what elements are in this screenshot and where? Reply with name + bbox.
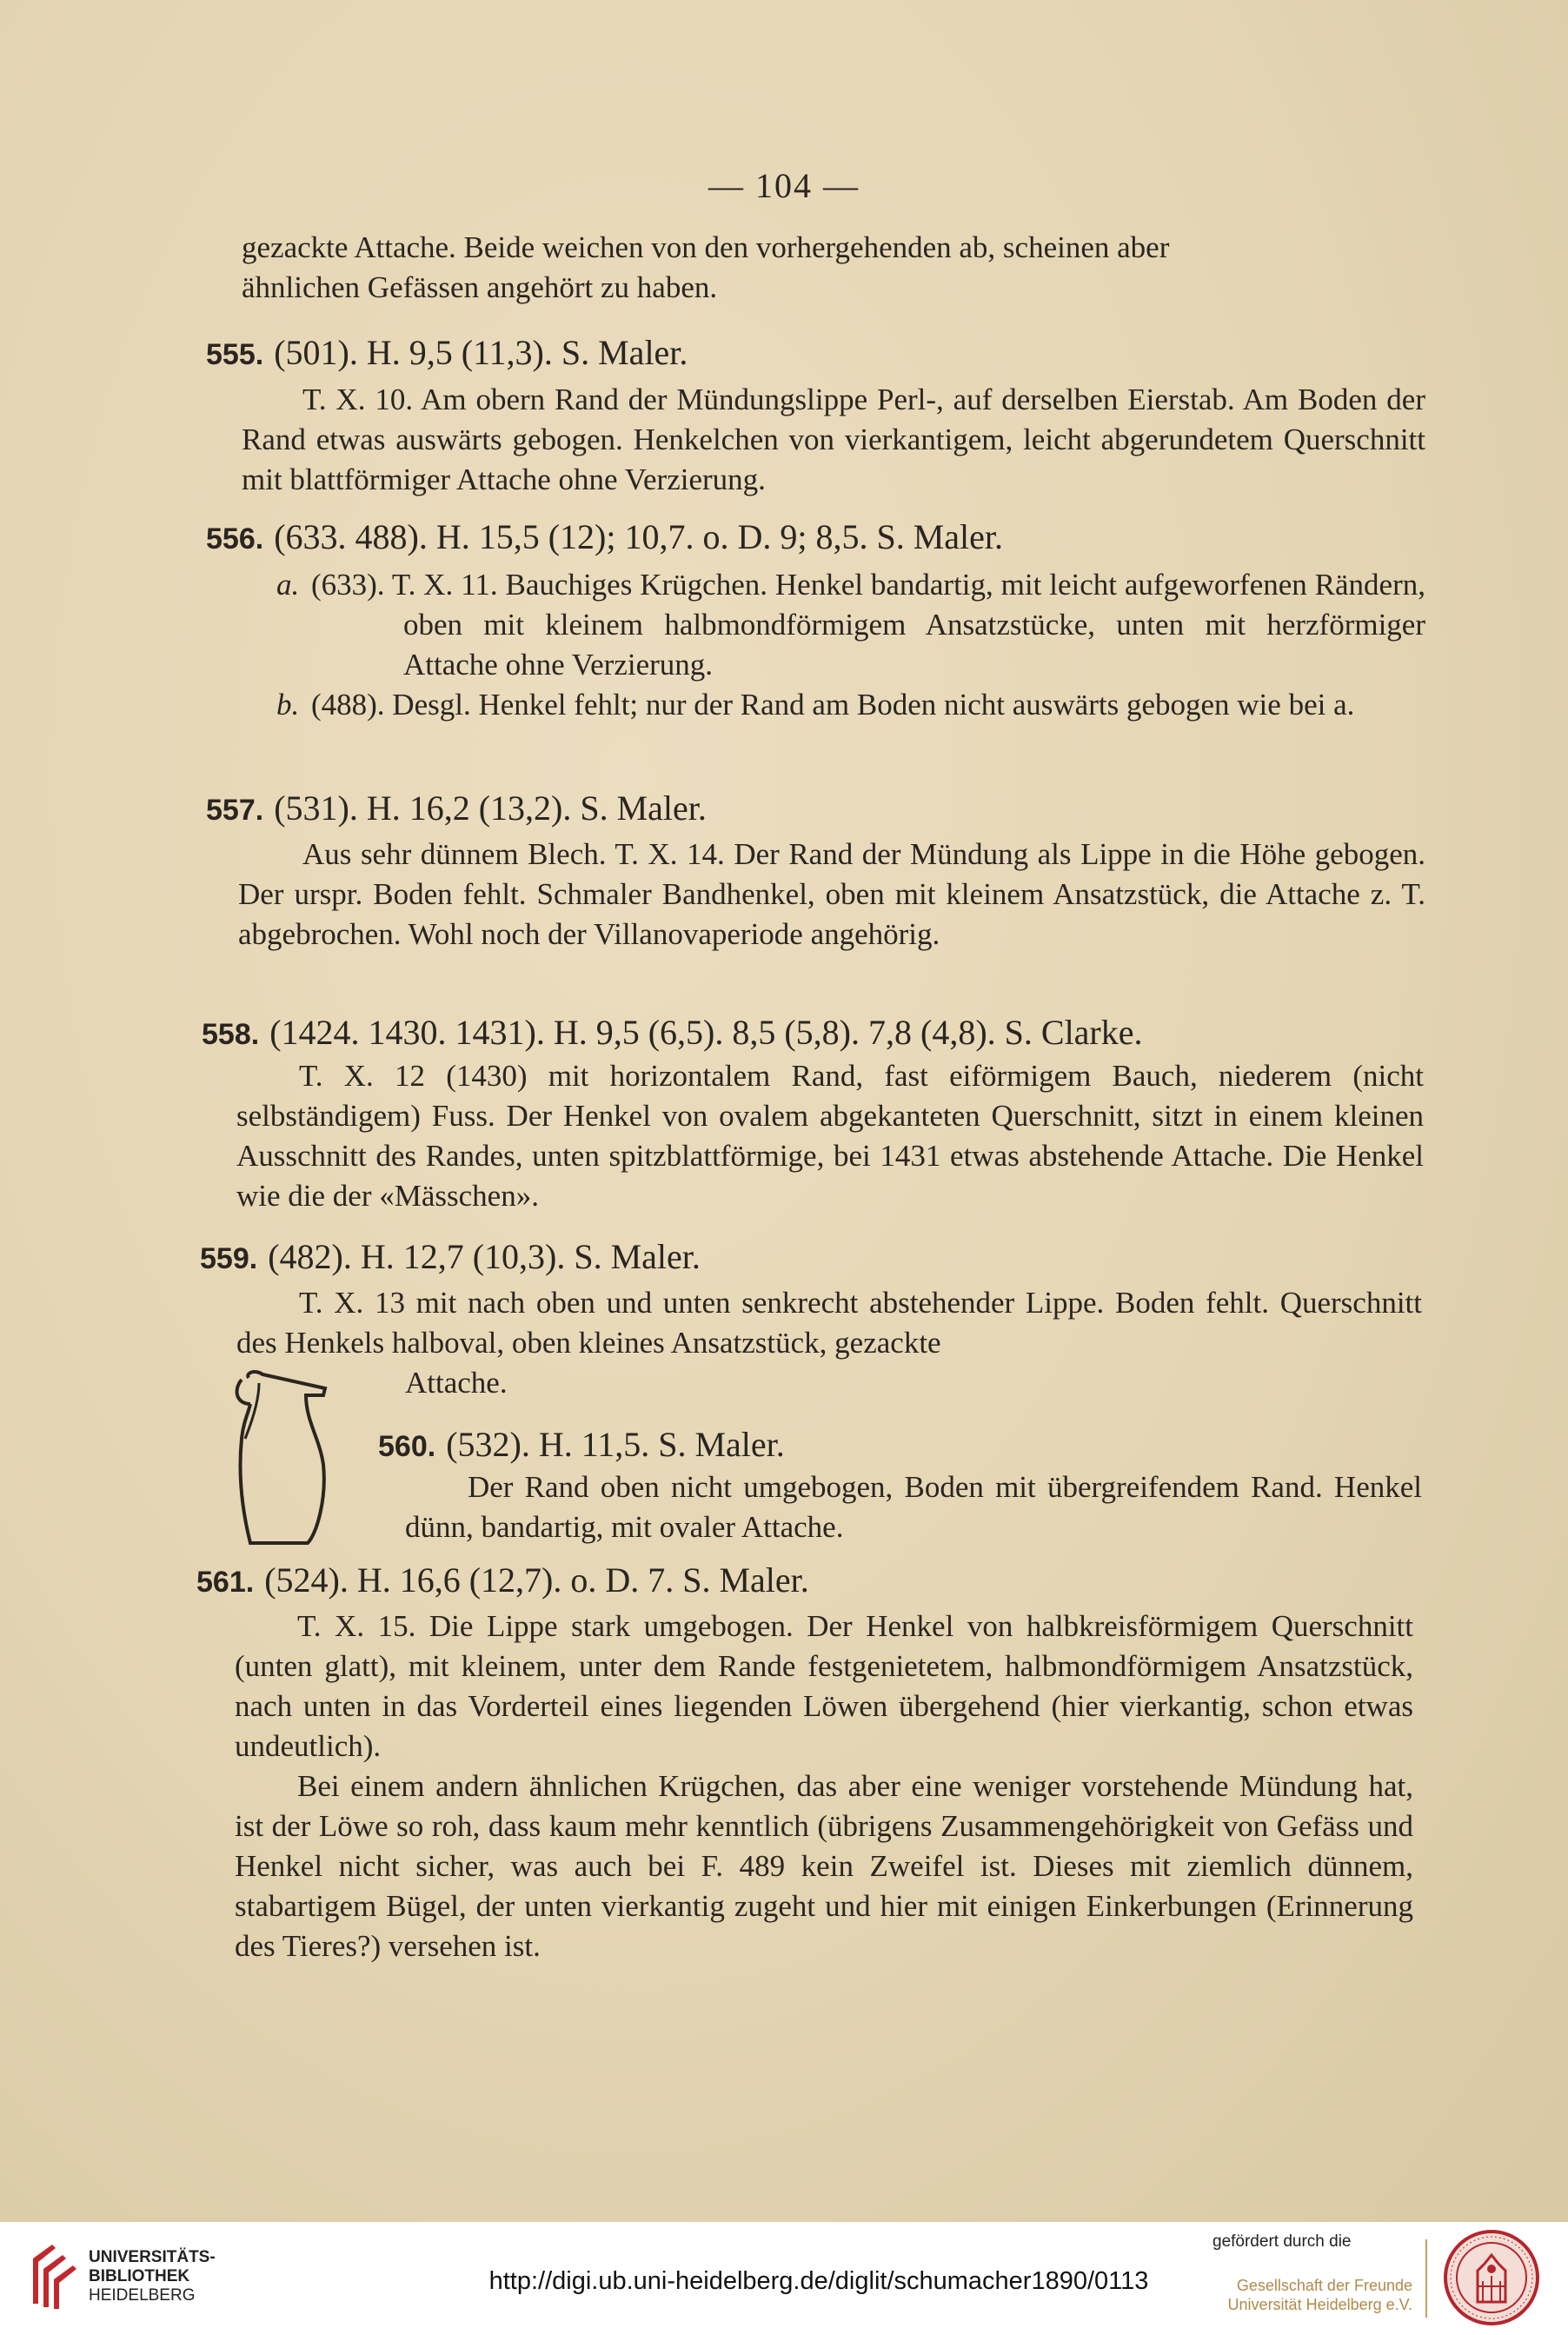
entry-559-text-2: Attache. xyxy=(405,1366,508,1400)
entry-560-heading-text: (532). H. 11,5. S. Maler. xyxy=(446,1425,785,1464)
entry-556-b-label: b. xyxy=(276,688,300,722)
entry-555 xyxy=(206,330,1425,377)
entry-557-text: Aus sehr dünnem Blech. T. X. 14. Der Rand der Mündung als Lippe in die Höhe gebogen. Der urspr. Boden fehlt. Schmaler Bandhenkel, oben mit kleinem Ansatzstück, die Attache z. T. abgebrochen. Wohl noch der Villanovaperiode angehörig. xyxy=(238,837,1425,951)
permalink-url[interactable]: http://digi.ub.uni-heidelberg.de/diglit/schumacher1890/0113 xyxy=(488,2267,1149,2295)
entry-559 xyxy=(200,1234,1425,1281)
entry-556 xyxy=(206,515,1425,562)
entry-561-number: 561. xyxy=(196,1566,255,1599)
entry-561-text-1: T. X. 15. Die Lippe stark umgebogen. Der Henkel von halbkreisförmigem Querschnitt (unten glatt), mit kleinem, unter dem Rande festgenietetem, halbmondförmigem Ansatzstück, nach unten in das Vorderteil eines liegenden Löwen übergehend (hier vierkantig, schon etwas undeutlich). xyxy=(235,1609,1413,1763)
entry-557-heading xyxy=(206,786,1425,833)
entry-555-heading xyxy=(206,330,1425,377)
entry-555-number: 555. xyxy=(206,338,264,371)
entry-558-heading xyxy=(202,1010,1425,1057)
entry-561-text-2: Bei einem andern ähnlichen Krügchen, das aber eine weniger vorstehende Mündung hat, ist der Löwe so roh, dass kaum mehr kenntlich (übrigens Zusammengehörigkeit von Gefäss und Henkel nicht sicher, was auch bei F. 489 kein Zweifel ist. Dieses mit ziemlich dünnem, stabartigem Bügel, der unten vierkantig zugeht und hier mit einigen Einkerbungen (Erinnerung des Tieres?) versehen ist. xyxy=(235,1769,1413,1963)
entry-558-heading-text: (1424. 1430. 1431). H. 9,5 (6,5). 8,5 (5,8). 7,8 (4,8). S. Clarke. xyxy=(269,1013,1143,1052)
entry-555-body xyxy=(242,380,1425,500)
footer-divider xyxy=(1425,2239,1427,2318)
entry-556-heading xyxy=(206,515,1425,562)
society-name xyxy=(1213,2276,1412,2314)
entry-558 xyxy=(202,1010,1425,1057)
entry-557-heading-text: (531). H. 16,2 (13,2). S. Maler. xyxy=(274,788,707,828)
entry-556-b xyxy=(311,685,1425,725)
entry-560-text: Der Rand oben nicht umgebogen, Boden mit übergreifendem Rand. Henkel dünn, bandartig, mit ovaler Attache. xyxy=(405,1470,1422,1544)
intro-line-2: ähnlichen Gefässen angehört zu haben. xyxy=(242,270,718,304)
entry-555-text: T. X. 10. Am obern Rand der Mündungslippe Perl-, auf derselben Eierstab. Am Boden der Rand etwas auswärts gebogen. Henkelchen von vierkantigem, leicht abgerundetem Querschnitt mit blattförmiger Attache ohne Verzierung. xyxy=(242,383,1425,496)
intro-paragraph xyxy=(242,228,1425,308)
entry-561-heading xyxy=(196,1558,1425,1605)
entry-556-number: 556. xyxy=(206,522,264,555)
entry-557-number: 557. xyxy=(206,794,264,827)
entry-557 xyxy=(206,786,1425,833)
entry-558-number: 558. xyxy=(202,1018,260,1051)
library-line-2: BIBLIOTHEK xyxy=(89,2267,190,2285)
entry-556-b-text: (488). Desgl. Henkel fehlt; nur der Rand am Boden nicht auswärts gebogen wie bei a. xyxy=(311,688,1355,722)
footer-bar xyxy=(0,2222,1568,2335)
entry-556-a-text: (633). T. X. 11. Bauchiges Krügchen. Henkel bandartig, mit leicht aufgeworfenen Rändern, oben mit kleinem halbmondförmigem Ansatzstücke, unten mit herzförmiger Attache ohne Verzierung. xyxy=(311,568,1425,682)
entry-557-body xyxy=(238,835,1425,955)
entry-559-text-1: T. X. 13 mit nach oben und unten senkrecht abstehender Lippe. Boden fehlt. Querschnitt des Henkels halboval, oben kleines Ansatzstück, gezackte xyxy=(236,1286,1422,1360)
society-line-1: Gesellschaft der Freunde xyxy=(1236,2277,1412,2294)
entry-561-body xyxy=(235,1607,1413,1966)
entry-559-body xyxy=(236,1283,1422,1363)
entry-559-body-end xyxy=(405,1363,927,1403)
jug-illustration xyxy=(233,1369,337,1547)
entry-561-heading-text: (524). H. 16,6 (12,7). o. D. 7. S. Maler. xyxy=(264,1560,809,1600)
entry-560-heading xyxy=(378,1422,1425,1469)
entry-558-body xyxy=(236,1056,1424,1216)
entry-560-number: 560. xyxy=(378,1430,436,1463)
entry-556-a xyxy=(311,565,1425,685)
entry-559-number: 559. xyxy=(200,1242,258,1275)
society-line-2: Universität Heidelberg e.V. xyxy=(1227,2296,1412,2313)
entry-561 xyxy=(196,1558,1425,1605)
entry-560-body xyxy=(405,1467,1422,1547)
entry-559-heading xyxy=(200,1234,1425,1281)
entry-555-heading-text: (501). H. 9,5 (11,3). S. Maler. xyxy=(274,333,688,372)
library-line-3: HEIDELBERG xyxy=(89,2286,196,2305)
entry-560 xyxy=(378,1422,1425,1469)
funded-by-label: gefördert durch die xyxy=(1213,2232,1352,2251)
entry-556-a-label: a. xyxy=(276,568,300,602)
entry-559-heading-text: (482). H. 12,7 (10,3). S. Maler. xyxy=(268,1237,701,1276)
entry-558-text: T. X. 12 (1430) mit horizontalem Rand, fast eiförmigem Bauch, niederem (nicht selbständigem) Fuss. Der Henkel von ovalem abgekanteten Querschnitt, sitzt in einem kleinen Ausschnitt des Randes, unten spitzblattförmige, bei 1431 etwas abstehende Attache. Die Henkel wie die der «Mässchen». xyxy=(236,1059,1424,1213)
library-line-1: UNIVERSITÄTS- xyxy=(89,2248,216,2266)
intro-line-1: gezackte Attache. Beide weichen von den vorhergehenden ab, scheinen aber xyxy=(242,230,1170,264)
entry-556-heading-text: (633. 488). H. 15,5 (12); 10,7. o. D. 9; 8,5. S. Maler. xyxy=(274,517,1004,556)
page-number: — 104 — xyxy=(708,166,860,205)
university-seal-icon xyxy=(1443,2229,1540,2326)
